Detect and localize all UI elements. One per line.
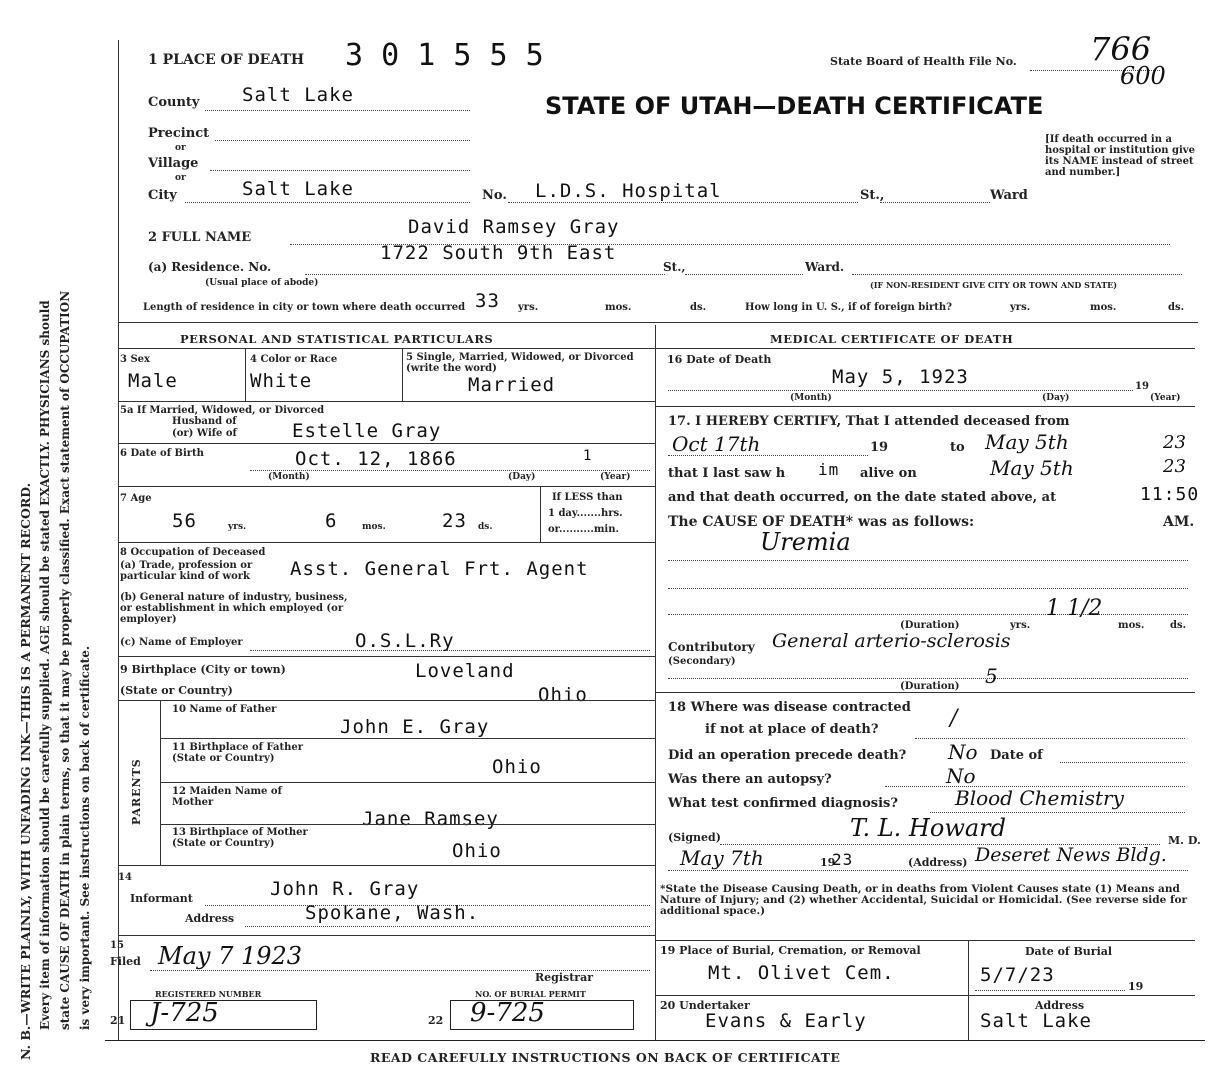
undertaker-value: Evans & Early: [705, 1010, 867, 1032]
age-mos-label: mos.: [362, 522, 386, 532]
to-label: to: [950, 440, 965, 455]
dod-month-caption: (Month): [790, 393, 832, 403]
street-no-label: No.: [482, 188, 507, 203]
cause-footnote: *State the Disease Causing Death, or in deaths from Violent Causes state (1) Means and Nature of Injury; and (2) whether Accidental, Suicidal or Homicidal. (See reverse side for additional space.): [660, 883, 1188, 917]
dod-year-caption: (Year): [1150, 393, 1181, 403]
certify-line: 17. I HEREBY CERTIFY, That I attended deceased from: [668, 414, 1070, 429]
certificate-number: 3 0 1 5 5 5: [345, 38, 544, 73]
length-residence-label: Length of residence in city or town where death occurred: [143, 302, 466, 313]
filed-number: 15: [110, 940, 124, 951]
residence-label: (a) Residence. No.: [148, 260, 272, 274]
birth-state-label: (State or Country): [120, 684, 233, 697]
autopsy-label: Was there an autopsy?: [668, 772, 832, 787]
foreign-birth-label: How long in U. S., if of foreign birth?: [745, 302, 953, 313]
birthplace-state: Ohio: [538, 684, 588, 706]
mother-birthplace-label: 13 Birthplace of Mother (State or Country): [172, 827, 308, 849]
test-label: What test confirmed diagnosis?: [668, 796, 898, 811]
color-label: 4 Color or Race: [250, 354, 338, 365]
residence-ward-label: Ward.: [805, 260, 845, 274]
dob-month-caption: (Month): [268, 472, 310, 482]
not-at-place-label: if not at place of death?: [705, 722, 879, 737]
duration-ds: ds.: [1170, 620, 1187, 631]
duration-2-label: (Duration): [900, 681, 960, 692]
age-months: 6: [325, 510, 338, 532]
father-label: 10 Name of Father: [172, 704, 277, 715]
registered-number-prefix: 21: [110, 1014, 126, 1027]
alive-on-label: alive on: [860, 466, 917, 481]
less-than-label: If LESS than: [552, 492, 623, 503]
ward-label: Ward: [990, 188, 1028, 203]
duration-mos: mos.: [1118, 620, 1145, 631]
alive-on-date: May 5th: [990, 456, 1074, 480]
ds-label-2: ds.: [1168, 302, 1185, 313]
less-than-min: or..........min.: [548, 524, 619, 535]
bottom-border: [105, 1040, 1205, 1041]
file-number: 766: [1090, 30, 1152, 68]
date-of-death-value: May 5, 1923: [832, 366, 969, 388]
hospital-value: L.D.S. Hospital: [535, 180, 722, 202]
employer-label: (c) Name of Employer: [120, 637, 243, 648]
contributory-cause: General arterio-sclerosis: [772, 630, 1011, 652]
filed-value: May 7 1923: [158, 942, 303, 970]
burial-permit-number: 9-725: [470, 998, 545, 1028]
dob-one: 1: [583, 448, 593, 464]
attended-to-year: 23: [1163, 432, 1186, 453]
city-label: City: [148, 188, 177, 203]
side-line-3: state CAUSE OF DEATH in plain terms, so that it may be properly classified. Exact statement of OCCUPATION: [58, 290, 72, 1030]
full-name-label: 2 FULL NAME: [148, 230, 252, 245]
informant-number: 14: [118, 872, 132, 883]
non-resident-note: (IF NON-RESIDENT GIVE CITY OR TOWN AND STATE): [870, 280, 1118, 290]
am-label: AM.: [1163, 514, 1195, 530]
mos-label-2: mos.: [1090, 302, 1117, 313]
yrs-label-2: yrs.: [1010, 302, 1031, 313]
informant-address-label: Address: [185, 912, 235, 925]
sex-value: Male: [128, 370, 178, 392]
signed-nineteen: 19: [820, 856, 836, 869]
physician-signature: T. L. Howard: [850, 814, 1006, 842]
cause-of-death: Uremia: [760, 528, 851, 556]
physician-address: Deseret News Bldg.: [975, 844, 1167, 866]
precinct-label: Precinct: [148, 126, 210, 141]
from-year-prefix: 19: [870, 440, 889, 455]
duration-years: 1 1/2: [1046, 596, 1103, 621]
dod-day-caption: (Day): [1042, 393, 1070, 403]
attended-to-date: May 5th: [985, 430, 1069, 454]
date-of-death-label: 16 Date of Death: [667, 353, 772, 366]
spouse-label-1: 5a If Married, Widowed, or Divorced: [120, 405, 325, 416]
informant-value: John R. Gray: [270, 878, 420, 900]
signed-label: (Signed): [668, 831, 721, 844]
cause-label: The CAUSE OF DEATH* was as follows:: [668, 514, 975, 530]
ds-label: ds.: [690, 302, 707, 313]
residence-value: 1722 South 9th East: [380, 242, 617, 264]
mos-label: mos.: [605, 302, 632, 313]
age-days: 23: [442, 510, 467, 532]
informant-label: Informant: [130, 892, 193, 905]
yrs-label: yrs.: [518, 302, 539, 313]
father-birthplace-value: Ohio: [492, 756, 542, 778]
occupation-value: Asst. General Frt. Agent: [290, 558, 589, 580]
file-number-label: State Board of Health File No.: [830, 55, 1017, 68]
color-value: White: [250, 370, 313, 392]
medical-heading: MEDICAL CERTIFICATE OF DEATH: [770, 332, 1014, 346]
age-label: 7 Age: [120, 493, 152, 504]
occupation-label: 8 Occupation of Deceased: [120, 547, 266, 558]
registered-number: J-725: [150, 998, 219, 1028]
md-label: M. D.: [1168, 834, 1201, 847]
signed-date: May 7th: [680, 846, 764, 870]
operation-label: Did an operation precede death?: [668, 748, 907, 763]
city-value: Salt Lake: [242, 178, 354, 200]
occupation-b-label: (b) General nature of industry, business, or establishment in which employed (or employer): [120, 592, 348, 625]
disease-contracted-label: 18 Where was disease contracted: [668, 700, 911, 715]
usual-abode-label: (Usual place of abode): [205, 278, 319, 288]
st-label: St.,: [860, 188, 885, 203]
residence-st-label: St.,: [663, 260, 686, 274]
informant-address: Spokane, Wash.: [305, 902, 480, 924]
burial-nineteen: 19: [1128, 980, 1144, 993]
attended-from-date: Oct 17th: [672, 432, 761, 456]
disease-contracted-mark: /: [950, 706, 958, 731]
duration-label: (Duration): [900, 620, 960, 631]
spouse-value: Estelle Gray: [292, 420, 442, 442]
mother-birthplace-value: Ohio: [452, 840, 502, 862]
burial-place-label: 19 Place of Burial, Cremation, or Removal: [660, 944, 921, 957]
marital-value: Married: [468, 374, 556, 396]
file-number-secondary: 600: [1120, 62, 1166, 90]
place-of-death-label: 1 PLACE OF DEATH: [148, 52, 305, 68]
sex-label: 3 Sex: [120, 354, 150, 365]
or-label-1: or: [175, 143, 186, 153]
burial-permit-prefix: 22: [428, 1014, 444, 1027]
age-ds-label: ds.: [478, 522, 493, 532]
time-of-death: 11:50: [1140, 484, 1200, 505]
operation-value: No: [948, 740, 978, 764]
column-divider: [655, 325, 656, 1040]
county-value: Salt Lake: [242, 84, 354, 106]
length-residence-years: 33: [475, 290, 500, 312]
mother-label: 12 Maiden Name of Mother: [172, 786, 282, 808]
undertaker-label: 20 Undertaker: [660, 999, 750, 1012]
side-line-1: N. B.—WRITE PLAINLY, WITH UNFADING INK—THIS IS A PERMANENT RECORD.: [18, 482, 33, 1060]
contributory-label: Contributory: [668, 640, 755, 654]
side-line-2: Every item of information should be carefully supplied. AGE should be stated EXACTLY. PHYSICIANS should: [38, 300, 52, 1030]
spouse-label-3: (or) Wife of: [172, 428, 237, 439]
undertaker-address: Salt Lake: [980, 1010, 1092, 1032]
hospital-note: [If death occurred in a hospital or institution give its NAME instead of street and number.]: [1045, 134, 1195, 178]
mother-value: Jane Ramsey: [362, 808, 499, 830]
spouse-label-2: Husband of: [172, 416, 237, 427]
father-birthplace-label: 11 Birthplace of Father (State or Country): [172, 742, 304, 764]
marital-label: 5 Single, Married, Widowed, or Divorced (write the word): [406, 352, 634, 374]
section-divider: [118, 322, 1198, 323]
occupation-a-label: (a) Trade, profession or particular kind of work: [120, 560, 253, 582]
birthplace-city: Loveland: [415, 660, 515, 682]
age-years: 56: [172, 510, 197, 532]
less-than-hrs: 1 day.......hrs.: [548, 508, 623, 519]
signed-year: 23: [832, 850, 854, 869]
parents-label: PARENTS: [130, 758, 143, 825]
death-occurred-label: and that death occurred, on the date stated above, at: [668, 490, 1057, 505]
dob-label: 6 Date of Birth: [120, 448, 204, 459]
dob-year-caption: (Year): [600, 472, 631, 482]
burial-date-value: 5/7/23: [980, 964, 1055, 986]
age-yrs-label: yrs.: [228, 522, 247, 532]
or-label-2: or: [175, 173, 186, 183]
side-line-4: is very important. See instructions on back of certificate.: [78, 645, 92, 1030]
dob-day-caption: (Day): [508, 472, 536, 482]
birthplace-label: 9 Birthplace (City or town): [120, 663, 286, 676]
employer-value: O.S.L.Ry: [355, 630, 455, 652]
full-name-value: David Ramsey Gray: [408, 216, 620, 238]
county-label: County: [148, 95, 200, 110]
village-label: Village: [148, 156, 199, 171]
burial-place-value: Mt. Olivet Cem.: [708, 962, 895, 984]
date-of-label: Date of: [990, 748, 1043, 763]
undertaker-address-label: Address: [1035, 999, 1085, 1012]
personal-heading: PERSONAL AND STATISTICAL PARTICULARS: [180, 332, 494, 346]
secondary-label: (Secondary): [668, 656, 736, 667]
burial-date-label: Date of Burial: [1025, 945, 1113, 958]
filed-label: Filed: [110, 955, 141, 968]
form-left-border: [118, 40, 119, 1040]
dob-value: Oct. 12, 1866: [295, 448, 457, 470]
last-saw-him: im: [818, 460, 840, 479]
autopsy-value: No: [946, 764, 976, 788]
registrar-label: Registrar: [535, 971, 594, 984]
burial-permit-label: NO. OF BURIAL PERMIT: [475, 989, 586, 999]
certificate-title: STATE OF UTAH—DEATH CERTIFICATE: [545, 92, 1044, 120]
father-value: John E. Gray: [340, 716, 490, 738]
alive-on-year: 23: [1163, 456, 1186, 477]
test-value: Blood Chemistry: [955, 786, 1124, 810]
duration-yrs: yrs.: [1010, 620, 1031, 631]
duration-2-years: 5: [985, 664, 998, 688]
footer-instructions: READ CAREFULLY INSTRUCTIONS ON BACK OF CERTIFICATE: [370, 1050, 841, 1065]
dod-nineteen: 19: [1135, 381, 1149, 392]
last-saw-label: that I last saw h: [668, 466, 786, 481]
physician-address-label: (Address): [908, 856, 968, 869]
registered-number-label: REGISTERED NUMBER: [155, 989, 262, 999]
side-instructions: [0, 0, 105, 1082]
